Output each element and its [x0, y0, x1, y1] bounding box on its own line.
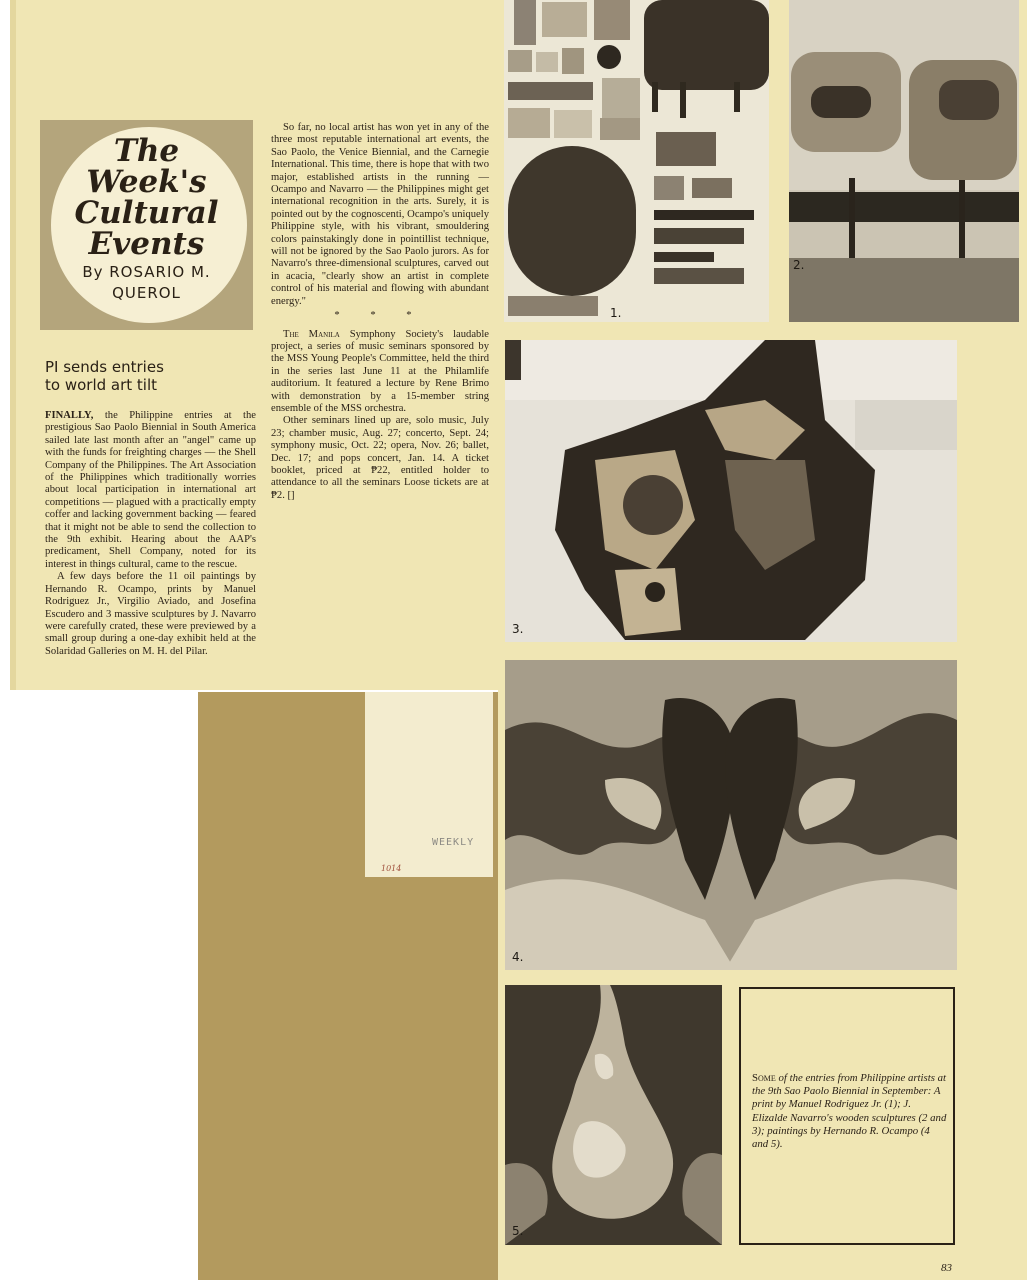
- painting-4-image: [505, 660, 957, 970]
- paper-slip: [365, 692, 493, 877]
- photo-wooden-sculpture: [505, 340, 957, 642]
- subhead-line: PI sends entries: [45, 358, 164, 376]
- subhead-line: to world art tilt: [45, 376, 158, 394]
- section-break: * * *: [334, 310, 426, 322]
- figure-number: 4.: [512, 950, 524, 964]
- painting-5-image: [505, 985, 722, 1245]
- photo-painting-4: [505, 660, 957, 970]
- caption-lead: Some: [752, 1072, 776, 1084]
- sculpture-stand-image: [789, 0, 1019, 322]
- title-line: Week's: [86, 164, 207, 200]
- photo-sculpture-stand: [789, 0, 1019, 322]
- article-subhead: [45, 358, 255, 394]
- byline-name: By ROSARIO M.: [82, 263, 211, 281]
- article-column-1: [45, 410, 257, 657]
- paragraph: A few days before the 11 oil paintings by Hernando R. Ocampo, prints by Manuel Rodriguez Jr., Virgilio Aviado, and Josefina Escudero and 3 massive sculptures by J. Navarro were carefully crated, these were previewed by a small group during a one-day exhibit held at the Solaridad Galleries on M. H. del Pilar.: [45, 571, 256, 657]
- figure-number: 3.: [512, 622, 524, 636]
- paragraph: [271, 329, 489, 416]
- paragraph: Other seminars lined up are, solo music, July 23; chamber music, Aug. 27; concerto, Sept. 24; symphony music, Oct. 22; opera, Nov. 26; ballet, Dec. 17; and pops concert, Jan. 14. A ticket booklet, priced at ₱22, entitled holder to attendance to all the seminars Loose tickets are at ₱2. []: [271, 415, 489, 501]
- column-title: [40, 133, 253, 262]
- figure-number: 1.: [610, 306, 622, 320]
- small-caps-lead: The Manila: [283, 328, 340, 340]
- lead-word: FINALLY,: [45, 410, 94, 421]
- byline-surname: QUEROL: [112, 284, 181, 302]
- caption-text: of the entries from Philippine artists at the 9th Sao Paolo Biennial in September: A print by Manuel Rodriguez Jr. (1); J. Elizalde Navarro's wooden sculptures (2 and 3); paintings by Hernando R. Ocampo (4 and 5).: [752, 1072, 947, 1151]
- weekly-stamp: WEEKLY: [432, 837, 475, 848]
- photo-caption: [752, 1072, 948, 1151]
- photo-print-collage: [504, 0, 769, 322]
- print-collage-image: [504, 0, 769, 322]
- photo-painting-5: [505, 985, 722, 1245]
- clipping-edge: [10, 0, 16, 690]
- title-line: The: [113, 133, 180, 169]
- paragraph-text: the Philippine entries at the prestigious Sao Paolo Biennial in South America sailed late last month after an "angel" came up with the funds for freighting charges — the Shell Company of the Philippines. The Art Association of the Philippines which traditionally worries about local participation in international art competitions — plagued with a practically empty coffer and lacking government backing — feared that it might not be able to send the collection to the 9th exhibit. Hearing about the AAP's predicament, Shell Company, noted for its interest in things cultural, came to the rescue.: [45, 410, 257, 570]
- paragraph: So far, no local artist has won yet in any of the three most reputable international art events, the Sao Paolo, the Venice Biennial, and the Carnegie International. This time, there is hope that with two major, established artists in the running — Ocampo and Navarro — the Philippines might get international recognition in the arts. Surely, it is pointed out by the cognoscenti, Ocampo's uniquely Philippine style, with his vibrant, smouldering colors painstakingly done in pointillist technique, will not be ignored by the Sao Paolo jurors. As for Navarro's three-dimensional sculptures, carved out in acacia, "clearly show an artist in complete control of his material and flowing with abundant energy.": [271, 122, 489, 307]
- handwritten-number: 1014: [381, 864, 402, 873]
- figure-number: 5.: [512, 1224, 524, 1238]
- article-column-2: [271, 122, 489, 502]
- page-number: 83: [941, 1262, 952, 1274]
- title-line: Cultural: [74, 195, 219, 231]
- paragraph-text: Symphony Society's laudable project, a series of music seminars sponsored by the MSS Young People's Committee, held the third in the series last June 11 at the Philamlife auditorium. It featured a lecture by Rene Brimo with demonstration by a 15-member string ensemble of the MSS orchestra.: [271, 328, 489, 414]
- wooden-sculpture-image: [505, 340, 957, 642]
- title-line: Events: [88, 226, 205, 262]
- figure-number: 2.: [793, 258, 805, 272]
- byline: [40, 262, 253, 304]
- paragraph: [45, 410, 256, 571]
